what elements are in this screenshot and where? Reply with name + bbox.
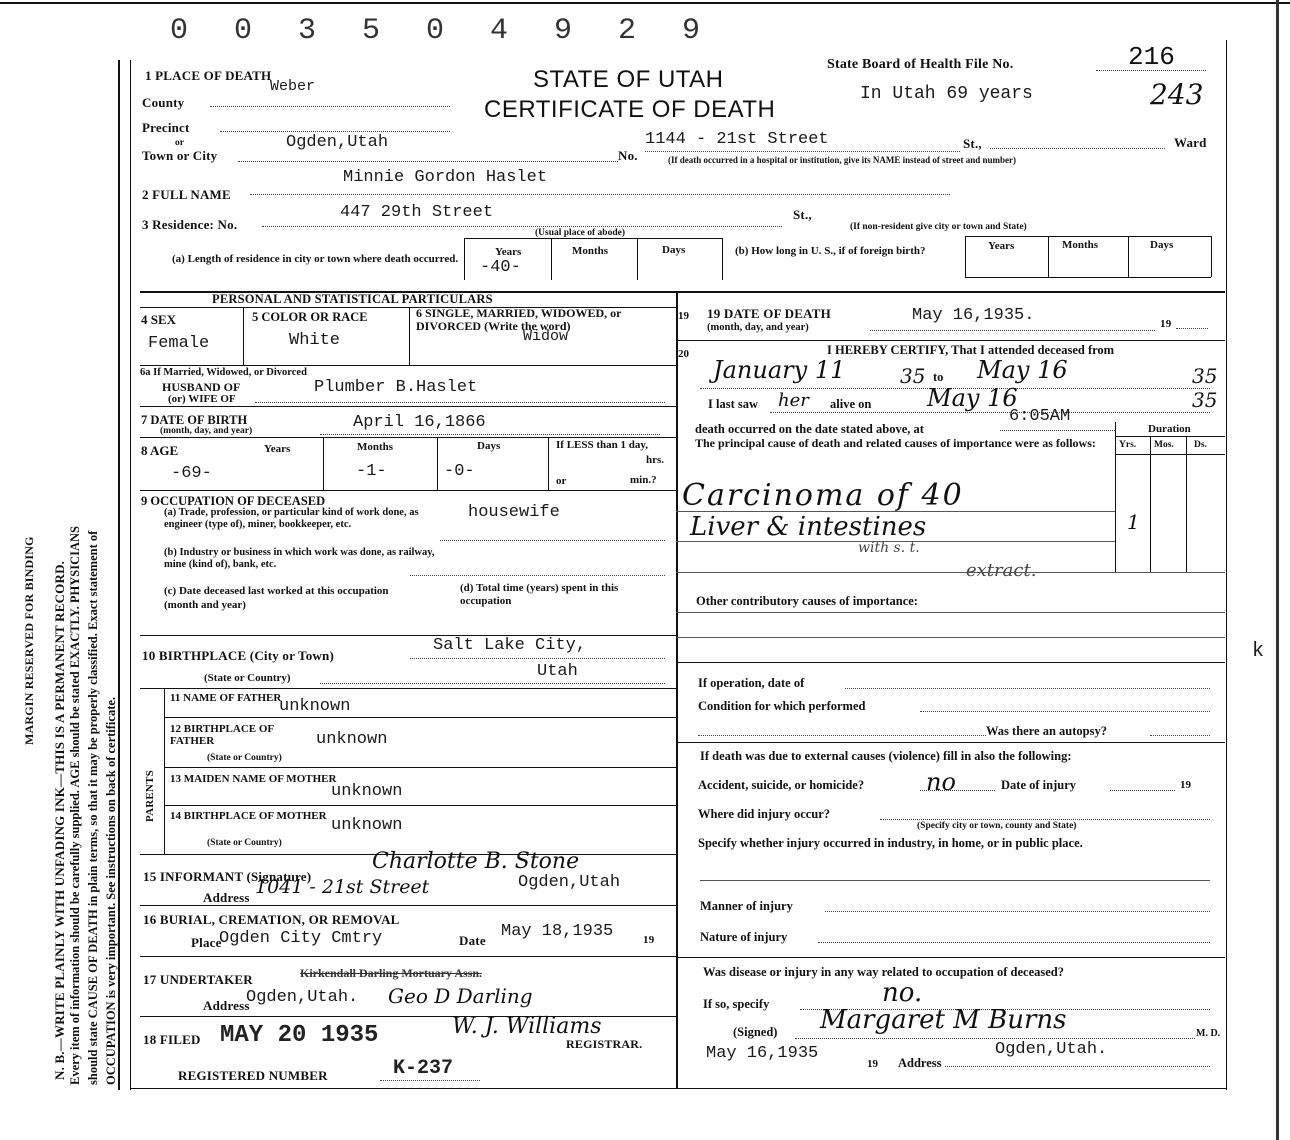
st-line (990, 148, 1165, 149)
age-days-value: -0- (444, 462, 475, 481)
margin-line-4: OCCUPATION is very important. See instructions on back of certificate. (104, 696, 118, 1085)
age-years-label: Years (264, 443, 291, 455)
fbp-label: 12 BIRTHPLACE OF FATHER (170, 723, 274, 747)
spouse-row-bottom (140, 406, 676, 407)
signed-line (795, 1038, 1195, 1039)
mbp-label: 14 BIRTHPLACE OF MOTHER (170, 810, 327, 822)
informant-bottom (140, 905, 676, 906)
center-divider (676, 291, 678, 1088)
name-value: Minnie Gordon Haslet (343, 168, 548, 187)
other-label: Other contributory causes of importance: (696, 594, 918, 608)
other-line-2 (676, 637, 1225, 638)
sign-date: May 16,1935 (706, 1044, 819, 1063)
autopsy-bottom (676, 742, 1225, 743)
res-box-l (464, 238, 465, 280)
hand-number: 243 (1150, 78, 1204, 111)
county-label: County (142, 95, 185, 110)
nature-line (818, 942, 1210, 943)
occ-c-label: (c) Date deceased last worked at this occupation (month and year) (164, 585, 389, 611)
dur-ds: Ds. (1194, 440, 1207, 450)
age-div-3 (548, 437, 549, 490)
age-div-1 (323, 437, 324, 490)
dur1-value: 1 (1127, 510, 1140, 534)
father-row-bottom (164, 717, 676, 718)
inf-city-value: Ogden,Utah (518, 873, 621, 892)
cert-to-year: 35 (1192, 364, 1218, 388)
frame-left (130, 60, 131, 1090)
dur-left (1115, 422, 1116, 572)
scan-number: 0 0 3 5 0 4 9 2 9 (170, 14, 715, 48)
informant-label: 15 INFORMANT (Signature) (143, 869, 312, 884)
specify-label: Specify whether injury occurred in industry, in home, or in public place. (698, 836, 1083, 850)
occ-row-bottom (140, 635, 676, 636)
informant-signature: Charlotte B. Stone (372, 849, 580, 874)
ward-label: Ward (1174, 135, 1207, 150)
cert-num: 20 (678, 348, 689, 360)
sign-19: 19 (867, 1058, 878, 1070)
for-years-h: Years (988, 240, 1015, 252)
precinct-line (220, 131, 450, 132)
color-value: White (289, 331, 341, 350)
file-number: 216 (1128, 42, 1175, 72)
signed-label: (Signed) (733, 1025, 778, 1039)
dob-label: 7 DATE OF BIRTH (141, 413, 248, 427)
cert-to: to (933, 370, 944, 384)
accident-line (920, 790, 995, 791)
foreign-label: (b) How long in U. S., if of foreign birth? (735, 245, 926, 257)
cause-2: Liver & intestines (690, 512, 927, 542)
mother-value: unknown (331, 782, 403, 801)
undertaker-signature: Geo D Darling (388, 984, 533, 1008)
age-label: 8 AGE (141, 443, 179, 458)
filed-label: 18 FILED (143, 1032, 201, 1047)
mother-label: 13 MAIDEN NAME OF MOTHER (170, 773, 337, 785)
mother-row-bottom (164, 805, 676, 806)
sex-row-bottom (140, 365, 676, 366)
disease-label: Was disease or injury in any way related to occupation of deceased? (703, 965, 1064, 979)
color-label: 5 COLOR OR RACE (252, 310, 368, 324)
cert-to-date: May 16 (977, 356, 1068, 384)
margin-line-1: N. B.—WRITE PLAINLY WITH UNFADING INK—THIS IS A PERMANENT RECORD. (52, 560, 67, 1080)
dur-h2 (1115, 454, 1225, 455)
bp-state-line (320, 683, 665, 684)
physician-signature: Margaret M Burns (820, 1005, 1067, 1035)
occ-a-label: (a) Trade, profession, or particular kind of work done, as engineer (type of), miner, bookkeeper, etc. (164, 507, 419, 530)
alive-year: 35 (1192, 388, 1218, 412)
usual-abode: (Usual place of abode) (535, 228, 625, 238)
age-div-2 (437, 437, 438, 490)
fbp-sub: (State or Country) (207, 753, 282, 763)
address-value: Ogden,Utah. (995, 1040, 1108, 1059)
und-addr-label: Address (203, 998, 250, 1013)
dod-num: 19 (678, 310, 689, 322)
dod-bottom (676, 340, 1225, 341)
dob-line (320, 434, 660, 435)
nature-bottom (676, 957, 1225, 958)
length-label: (a) Length of residence in city or town where death occurred. (172, 253, 459, 265)
age-months-label: Months (357, 441, 394, 453)
res-years-h: Years (495, 246, 522, 258)
color-div (409, 307, 410, 365)
file-label: State Board of Health File No. (827, 57, 1014, 72)
dod-sub: (month, day, and year) (707, 322, 809, 333)
occ-label: 9 OCCUPATION OF DECEASED (141, 494, 326, 508)
town-label: Town or City (142, 148, 218, 163)
reg-line (380, 1080, 480, 1081)
other-line-1 (676, 612, 1225, 613)
no-label: No. (618, 148, 638, 163)
address-label: Address (898, 1056, 942, 1070)
last-saw-her: her (778, 390, 809, 411)
margin-line-2: Every item of information should be carefully supplied. AGE should be stated EXACTLY. PHYSICIANS (68, 526, 82, 1085)
occ-b-line (410, 575, 665, 576)
less-label: If LESS than 1 day, (556, 439, 649, 451)
parents-label: PARENTS (144, 770, 156, 822)
autopsy-lead-line (698, 735, 986, 736)
dur-yrs: Yrs. (1119, 440, 1137, 450)
mbp-sub: (State or Country) (207, 838, 282, 848)
registrar-signature: W. J. Williams (452, 1014, 602, 1039)
scan-edge (1276, 0, 1279, 1140)
burial-date-label: Date (459, 933, 486, 948)
res-days-h: Days (662, 244, 686, 256)
file-line (1096, 70, 1206, 71)
spouse-line (255, 402, 665, 403)
dur-mos: Mos. (1154, 440, 1174, 450)
nonres-note: (If non-resident give city or town and State) (850, 222, 1027, 232)
bp-label: 10 BIRTHPLACE (City or Town) (142, 648, 334, 663)
frame-right (1226, 40, 1227, 1090)
death-occ-label: death occurred on the date stated above, at (695, 422, 924, 436)
res-months-h: Months (572, 245, 609, 257)
burial-place-value: Ogden City Cmtry (219, 929, 383, 948)
alive-date: May 16 (927, 384, 1018, 412)
dod-label: 19 DATE OF DEATH (707, 306, 831, 321)
registrar-label: REGISTRAR. (566, 1037, 643, 1051)
sex-value: Female (148, 334, 210, 353)
res-box-m1 (551, 238, 552, 280)
dur-h1 (1115, 436, 1225, 437)
cause-line-1 (676, 511, 1115, 512)
cert-from-year: 35 (900, 364, 926, 388)
res-box-r (722, 238, 723, 280)
dob-sub: (month, day, and year) (160, 426, 253, 436)
death-time: 6:05AM (1009, 407, 1071, 426)
occ-value: housewife (468, 503, 560, 522)
undertaker-label: 17 UNDERTAKER (143, 972, 253, 987)
cond-label: Condition for which performed (698, 699, 866, 713)
where-sub: (Specify city or town, county and State) (917, 821, 1077, 831)
burial-date-value: May 18,1935 (501, 922, 614, 941)
residence-st: St., (793, 207, 812, 222)
form-subtitle: CERTIFICATE OF DEATH (484, 96, 776, 123)
form-title: STATE OF UTAH (533, 66, 724, 93)
dod-value: May 16,1935. (912, 306, 1035, 325)
burial-place-label: Place (191, 935, 222, 950)
place-label: 1 PLACE OF DEATH (145, 68, 272, 83)
und-addr-value: Ogden,Utah. (246, 988, 359, 1007)
margin-border (118, 60, 120, 1090)
md-label: M. D. (1196, 1028, 1221, 1039)
for-box-m2 (1128, 236, 1129, 277)
fbp-value: unknown (316, 730, 388, 749)
cert-from: January 11 (713, 356, 846, 384)
where-line (880, 819, 1210, 820)
edge-letter: k (1252, 640, 1265, 663)
county-line (210, 106, 450, 107)
reg-number-value: K-237 (393, 1057, 454, 1080)
res-box-top (464, 238, 722, 239)
cause-4: extract. (966, 560, 1037, 581)
spouse-label-3: (or) WIFE OF (168, 393, 236, 405)
dod-19-line (1176, 328, 1208, 329)
external-label: If death was due to external causes (violence) fill in also the following: (700, 749, 1072, 763)
inf-addr-value: 1041 - 21st Street (255, 876, 430, 898)
specify-line (700, 880, 1210, 881)
accident-label: Accident, suicide, or homicide? (698, 778, 865, 792)
occ-d-label: (d) Total time (years) spent in this occupation (460, 582, 619, 607)
residence-value: 447 29th Street (340, 203, 494, 222)
injury-19: 19 (1180, 779, 1191, 791)
marital-value: Widow (523, 328, 569, 345)
cond-line (920, 711, 1210, 712)
margin-line-3: should state CAUSE OF DEATH in plain terms, so that it may be properly classified. Exact statement of (86, 530, 100, 1085)
nature-label: Nature of injury (700, 930, 788, 944)
cause-1: Carcinoma of 40 (682, 478, 964, 513)
injury-date-line (1110, 790, 1175, 791)
name-line (250, 194, 950, 195)
age-years-value: -69- (171, 464, 212, 483)
burial-bottom (140, 956, 676, 957)
bp-city: Salt Lake City, (433, 636, 587, 655)
county-value: Weber (270, 78, 316, 95)
place-note: (If death occurred in a hospital or institution, give its NAME instead of street and number) (668, 155, 1017, 165)
min-label: min.? (630, 474, 657, 486)
for-box-l (965, 236, 966, 277)
in-utah: In Utah 69 years (860, 84, 1033, 104)
filed-stamp: MAY 20 1935 (220, 1022, 379, 1049)
time-line (1000, 430, 1115, 431)
cause-text: The principal cause of death and related causes of importance were as follows: (695, 436, 1096, 450)
bp-row-bottom (140, 688, 676, 689)
bp-state: Utah (537, 662, 578, 681)
parents-div (164, 688, 165, 854)
dur-v2 (1186, 436, 1187, 572)
bp-city-line (410, 658, 665, 659)
burial-label: 16 BURIAL, CREMATION, OR REMOVAL (143, 912, 400, 927)
burial-19: 19 (643, 934, 655, 946)
mbp-value: unknown (331, 816, 403, 835)
marital-label: 6 SINGLE, MARRIED, WIDOWED, or DIVORCED (Write the word) (416, 306, 622, 333)
cert-text: I HEREBY CERTIFY, That I attended deceased from (827, 343, 1115, 357)
cause-line-2 (676, 541, 1115, 542)
cause-3: with s. t. (858, 540, 920, 556)
sex-label: 4 SEX (141, 312, 177, 327)
dob-value: April 16,1866 (353, 413, 486, 432)
op-line (845, 688, 1210, 689)
or-min-label: or (556, 475, 567, 487)
reg-number-label: REGISTERED NUMBER (178, 1068, 328, 1083)
where-label: Where did injury occur? (698, 807, 831, 821)
bp-state-label: (State or Country) (204, 672, 291, 684)
hrs-label: hrs. (646, 454, 665, 466)
for-box-m1 (1048, 236, 1049, 277)
occ-a-line (440, 540, 665, 541)
undertaker-value: Kirkendall Darling Mortuary Assn. (300, 966, 483, 980)
manner-line (825, 911, 1210, 912)
precinct-label: Precinct (142, 120, 190, 135)
address-value: 1144 - 21st Street (645, 130, 829, 149)
dod-19: 19 (1160, 318, 1172, 330)
address-line (945, 1066, 1210, 1067)
name-label: 2 FULL NAME (142, 187, 231, 202)
margin-reserved: MARGIN RESERVED FOR BINDING (22, 536, 36, 745)
section-title: PERSONAL AND STATISTICAL PARTICULARS (212, 292, 493, 306)
alive-on-label: alive on (830, 397, 872, 411)
age-months-value: -1- (356, 462, 387, 481)
for-days-h: Days (1150, 239, 1174, 251)
dur-v1 (1150, 436, 1151, 572)
ifso-value: no. (882, 978, 923, 1008)
age-days-label: Days (477, 440, 501, 452)
address-line (645, 151, 960, 152)
accident-value: no (926, 768, 956, 796)
for-box-r (1211, 236, 1212, 277)
town-line (238, 161, 618, 162)
inf-addr-label: Address (203, 890, 250, 905)
autopsy-line (1150, 735, 1210, 736)
for-months-h: Months (1062, 239, 1099, 251)
residence-line (262, 226, 782, 227)
duration-label: Duration (1148, 423, 1191, 435)
or-label: or (175, 138, 184, 148)
father-value: unknown (279, 697, 351, 716)
alive-line (770, 412, 1210, 413)
for-box-bottom (965, 277, 1211, 278)
cause-line-3 (676, 572, 1225, 573)
injury-date-label: Date of injury (1001, 778, 1076, 792)
dod-line (870, 330, 1155, 331)
age-row-bottom (140, 490, 676, 491)
top-edge-line (0, 2, 1290, 4)
town-value: Ogden,Utah (286, 133, 389, 152)
spouse-label-2: HUSBAND OF (162, 380, 241, 394)
spouse-value: Plumber B.Haslet (314, 378, 478, 397)
spouse-label-1: 6a If Married, Widowed, or Divorced (140, 367, 307, 378)
res-years-value: -40- (480, 258, 521, 277)
res-box-m2 (637, 238, 638, 280)
occ-b-label: (b) Industry or business in which work was done, as railway, mine (kind of), bank, etc. (164, 547, 435, 570)
sex-div (243, 307, 244, 365)
fbp-row-bottom (164, 767, 676, 768)
st-label: St., (963, 136, 982, 151)
last-saw-label: I last saw (708, 397, 759, 411)
residence-label: 3 Residence: No. (142, 217, 238, 232)
other-bottom (676, 662, 1225, 663)
manner-label: Manner of injury (700, 899, 793, 913)
op-label: If operation, date of (698, 676, 805, 690)
ifso-label: If so, specify (703, 997, 770, 1011)
for-box-top (965, 236, 1211, 237)
autopsy-label: Was there an autopsy? (986, 724, 1107, 738)
father-label: 11 NAME OF FATHER (170, 692, 282, 704)
frame-bottom (130, 1088, 1226, 1089)
